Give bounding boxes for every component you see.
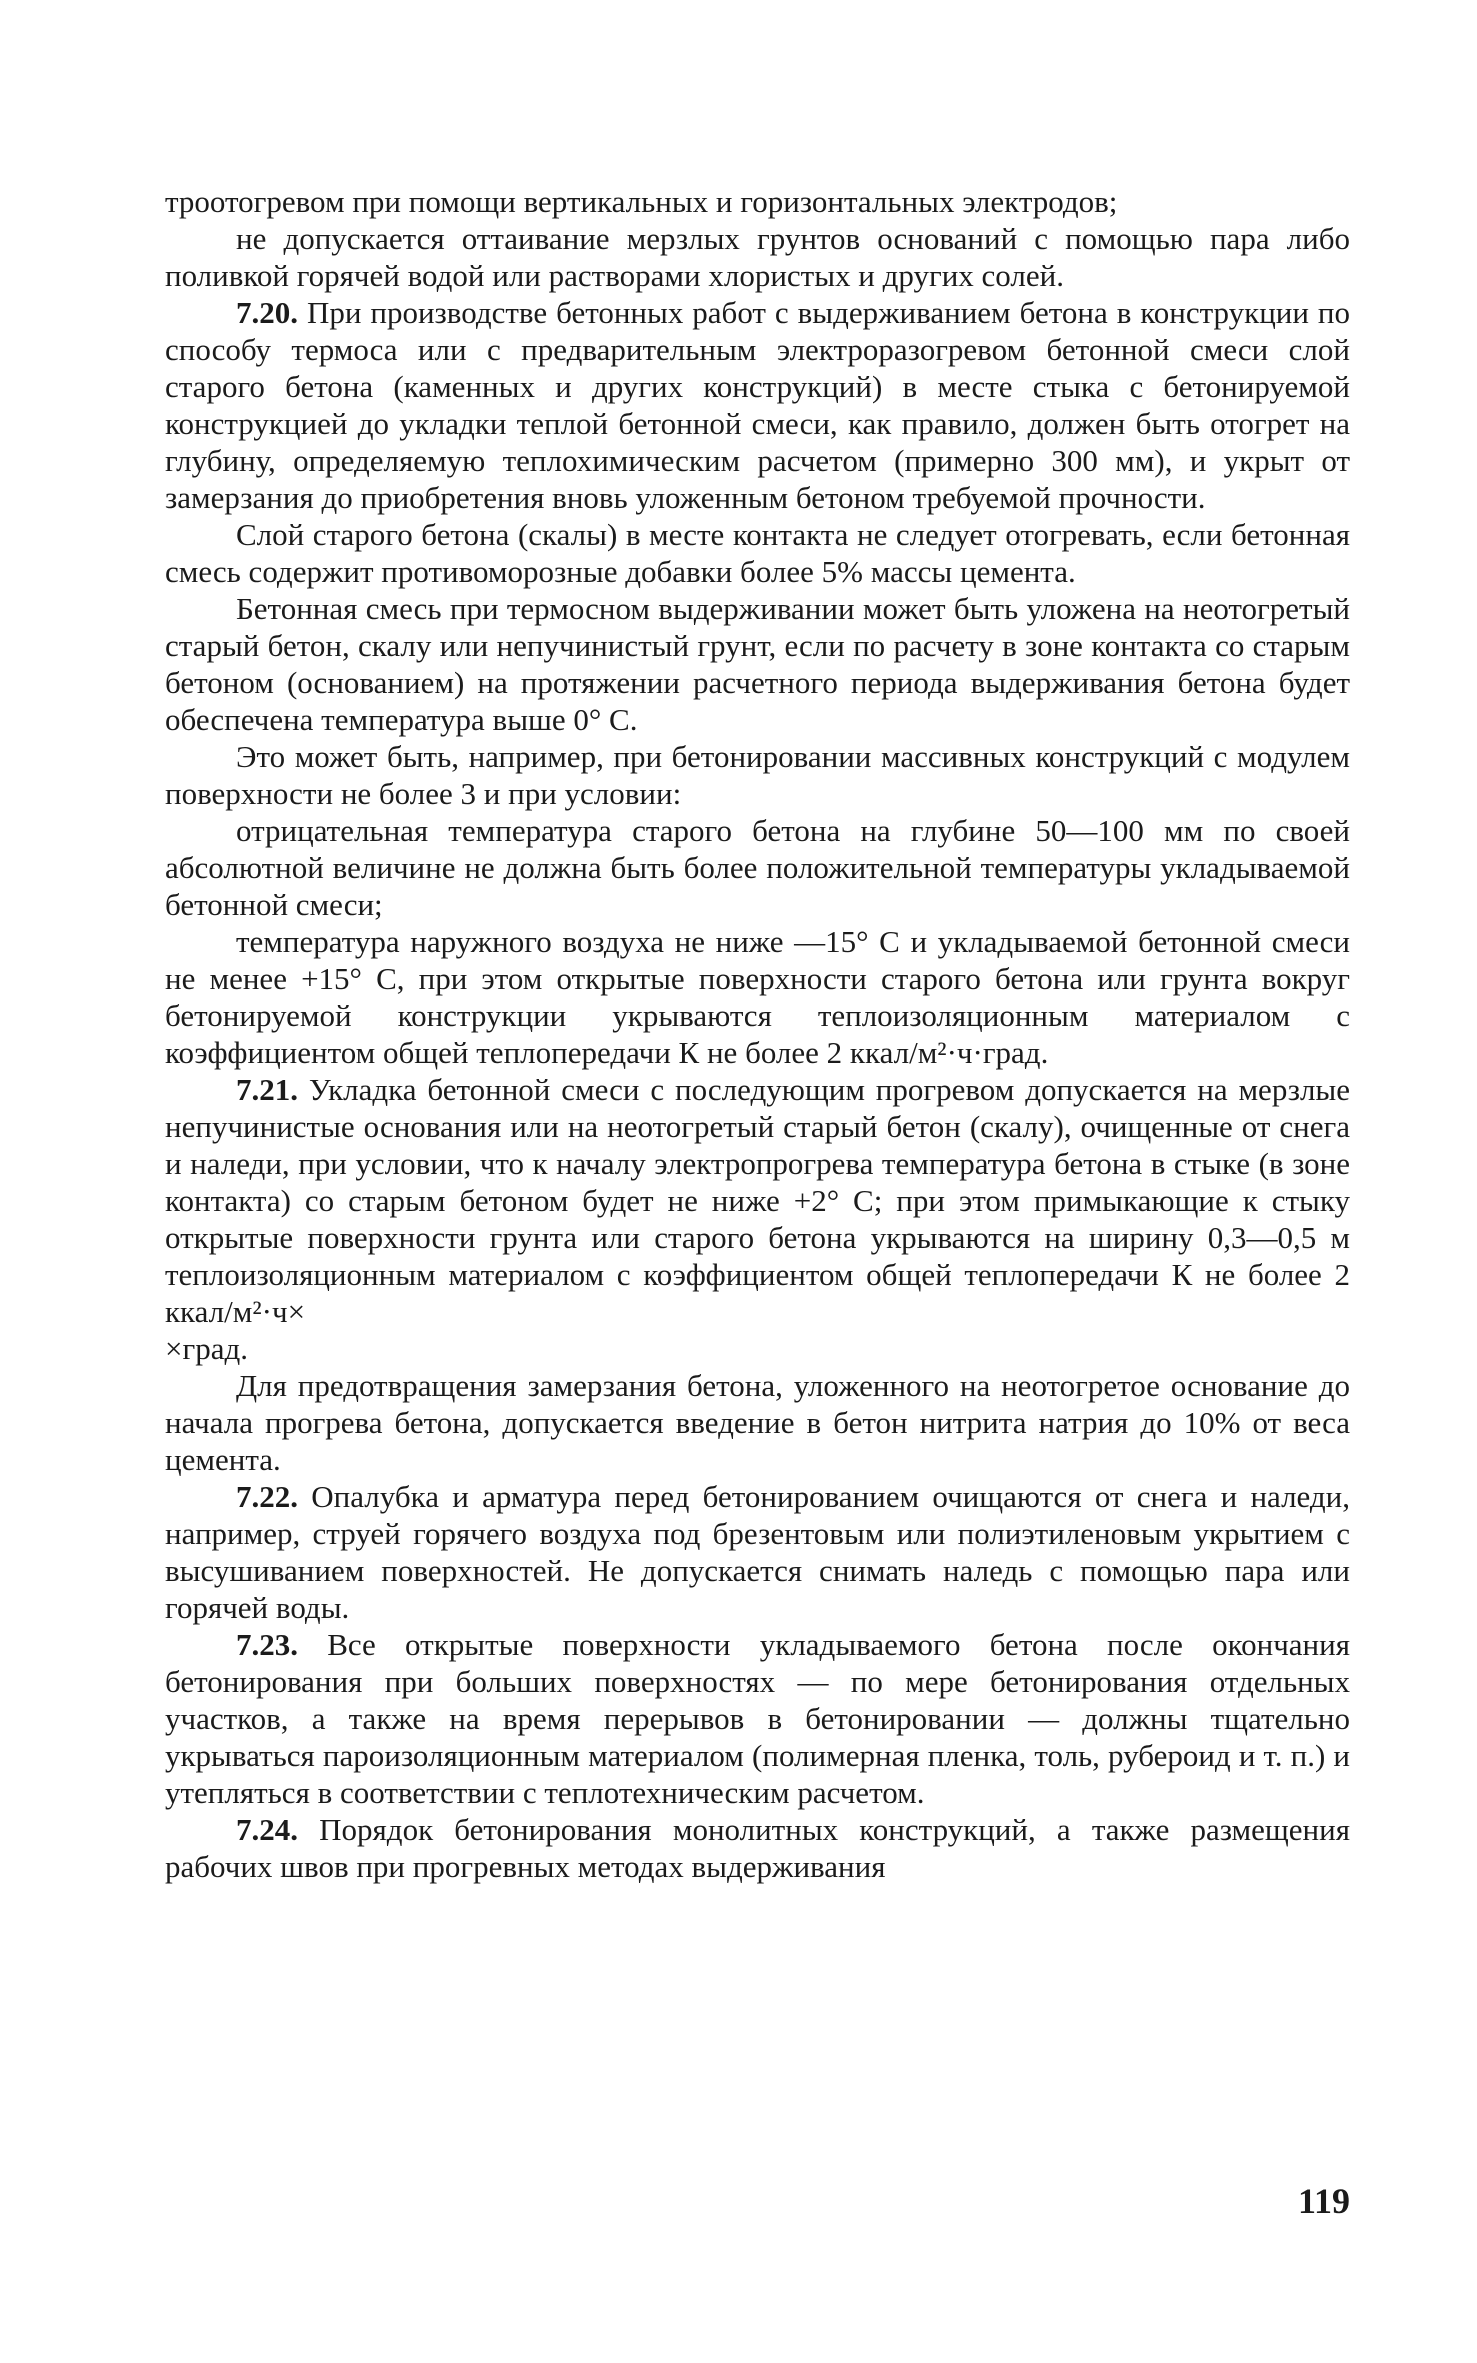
paragraph-text: Это может быть, например, при бетонировании массивных конструкций с модулем поверхности не более 3 и при условии: <box>165 739 1350 811</box>
paragraph-13 <box>165 1811 1350 1885</box>
paragraph-1 <box>165 183 1350 220</box>
clause-number: 7.20. <box>236 295 298 330</box>
paragraph-text: не допускается оттаивание мерзлых грунтов оснований с помощью пара либо поливкой горячей водой или растворами хлористых и других солей. <box>165 221 1350 293</box>
clause-number: 7.24. <box>236 1812 298 1847</box>
paragraph-4 <box>165 516 1350 590</box>
paragraph-6 <box>165 738 1350 812</box>
paragraph-text: Бетонная смесь при термосном выдерживании может быть уложена на неотогретый старый бетон, скалу или непучинистый грунт, если по расчету в зоне контакта со старым бетоном (основанием) на протяжении расчетного периода выдерживания бетона будет обеспечена температура выше 0° С. <box>165 591 1350 737</box>
paragraph-text: Все открытые поверхности укладываемого бетона после окончания бетонирования при больших поверхностях — по мере бетонирования отдельных участков, а также на время перерывов в бетонировании — должны тщательно укрываться пароизоляционным материалом (полимерная пленка, толь, рубероид и т. п.) и утепляться в соответствии с теплотехническим расчетом. <box>165 1627 1350 1810</box>
paragraph-text: отрицательная температура старого бетона на глубине 50—100 мм по своей абсолютной величине не должна быть более положительной температуры укладываемой бетонной смеси; <box>165 813 1350 922</box>
paragraph-7 <box>165 812 1350 923</box>
clause-number: 7.22. <box>236 1479 298 1514</box>
page-number: 119 <box>1297 2181 1350 2221</box>
paragraph-text: Порядок бетонирования монолитных конструкций, а также размещения рабочих швов при прогревных методах выдерживания <box>165 1812 1350 1884</box>
paragraph-text: Для предотвращения замерзания бетона, уложенного на неотогретое основание до начала прогрева бетона, допускается введение в бетон нитрита натрия до 10% от веса цемента. <box>165 1368 1350 1477</box>
paragraph-10 <box>165 1367 1350 1478</box>
paragraph-11 <box>165 1478 1350 1626</box>
paragraph-3 <box>165 294 1350 516</box>
paragraph-9 <box>165 1071 1350 1367</box>
page-body <box>165 183 1350 1885</box>
paragraph-5 <box>165 590 1350 738</box>
paragraph-8 <box>165 923 1350 1071</box>
clause-number: 7.23. <box>236 1627 298 1662</box>
paragraph-text: температура наружного воздуха не ниже —15° С и укладываемой бетонной смеси не менее +15° С, при этом открытые поверхности старого бетона или грунта вокруг бетонируемой конструкции укрываются теплоизоляционным материалом с коэффициентом общей теплопередачи К не более 2 ккал/м²·ч·град. <box>165 924 1350 1070</box>
paragraph-12 <box>165 1626 1350 1811</box>
paragraph-2 <box>165 220 1350 294</box>
paragraph-text: Укладка бетонной смеси с последующим прогревом допускается на мерзлые непучинистые основания или на неотогретый старый бетон (скалу), очищенные от снега и наледи, при условии, что к началу электропрогрева температура бетона в стыке (в зоне контакта) со старым бетоном будет не ниже +2° С; при этом примыкающие к стыку открытые поверхности грунта или старого бетона укрываются на ширину 0,3—0,5 м теплоизоляционным материалом с коэффициентом общей теплопередачи К не более 2 ккал/м²·ч× ×град. <box>165 1072 1350 1366</box>
paragraph-text: При производстве бетонных работ с выдерживанием бетона в конструкции по способу термоса или с предварительным электроразогревом бетонной смеси слой старого бетона (каменных и других конструкций) в месте стыка с бетонируемой конструкцией до укладки теплой бетонной смеси, как правило, должен быть отогрет на глубину, определяемую теплохимическим расчетом (примерно 300 мм), и укрыт от замерзания до приобретения вновь уложенным бетоном требуемой прочности. <box>165 295 1350 515</box>
paragraph-text: троотогревом при помощи вертикальных и горизонтальных электродов; <box>165 184 1118 219</box>
paragraph-text: Опалубка и арматура перед бетонированием очищаются от снега и наледи, например, струей горячего воздуха под брезентовым или полиэтиленовым укрытием с высушиванием поверхностей. Не допускается снимать наледь с помощью пара или горячей воды. <box>165 1479 1350 1625</box>
paragraph-text: Слой старого бетона (скалы) в месте контакта не следует отогревать, если бетонная смесь содержит противоморозные добавки более 5% массы цемента. <box>165 517 1350 589</box>
clause-number: 7.21. <box>236 1072 298 1107</box>
